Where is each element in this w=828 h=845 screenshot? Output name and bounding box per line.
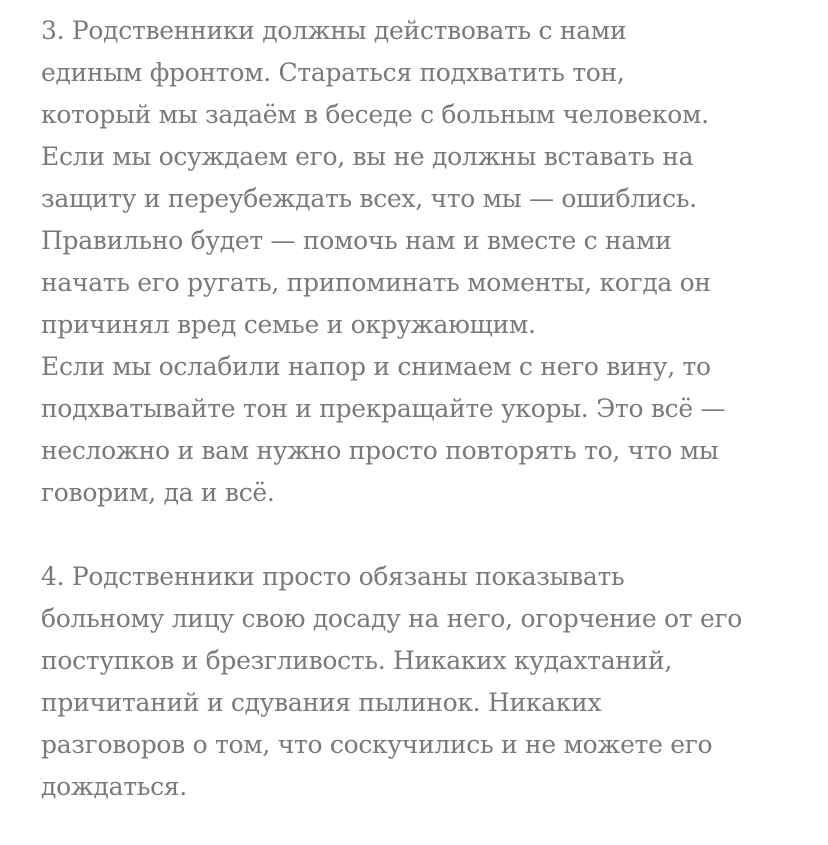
text-line: разговоров о том, что соскучились и не можете его (41, 730, 713, 759)
text-line: Если мы ослабили напор и снимаем с него вину, то (41, 352, 711, 381)
text-line: который мы задаём в беседе с больным человеком. (41, 100, 709, 129)
text-line: дождаться. (41, 772, 187, 801)
text-line: больному лицу свою досаду на него, огорчение от его (41, 604, 743, 633)
text-line: подхватывайте тон и прекращайте укоры. Это всё — (41, 394, 726, 423)
text-line: несложно и вам нужно просто повторять то, что мы (41, 436, 719, 465)
section-3-paragraph (41, 10, 801, 514)
text-line: защиту и переубеждать всех, что мы — ошиблись. (41, 184, 697, 213)
article-body (41, 10, 801, 808)
paragraph-spacer (41, 514, 801, 556)
text-line: единым фронтом. Стараться подхватить тон, (41, 58, 625, 87)
text-line: причитаний и сдувания пылинок. Никаких (41, 688, 602, 717)
text-line: поступков и брезгливость. Никаких кудахтаний, (41, 646, 673, 675)
text-line: Правильно будет — помочь нам и вместе с нами (41, 226, 672, 255)
text-line: Если мы осуждаем его, вы не должны вставать на (41, 142, 694, 171)
text-line: начать его ругать, припоминать моменты, когда он (41, 268, 711, 297)
section-4-paragraph (41, 556, 801, 808)
text-line: говорим, да и всё. (41, 478, 275, 507)
text-line: 4. Родственники просто обязаны показывать (41, 562, 625, 591)
text-line: причинял вред семье и окружающим. (41, 310, 536, 339)
text-line: 3. Родственники должны действовать с нами (41, 16, 627, 45)
